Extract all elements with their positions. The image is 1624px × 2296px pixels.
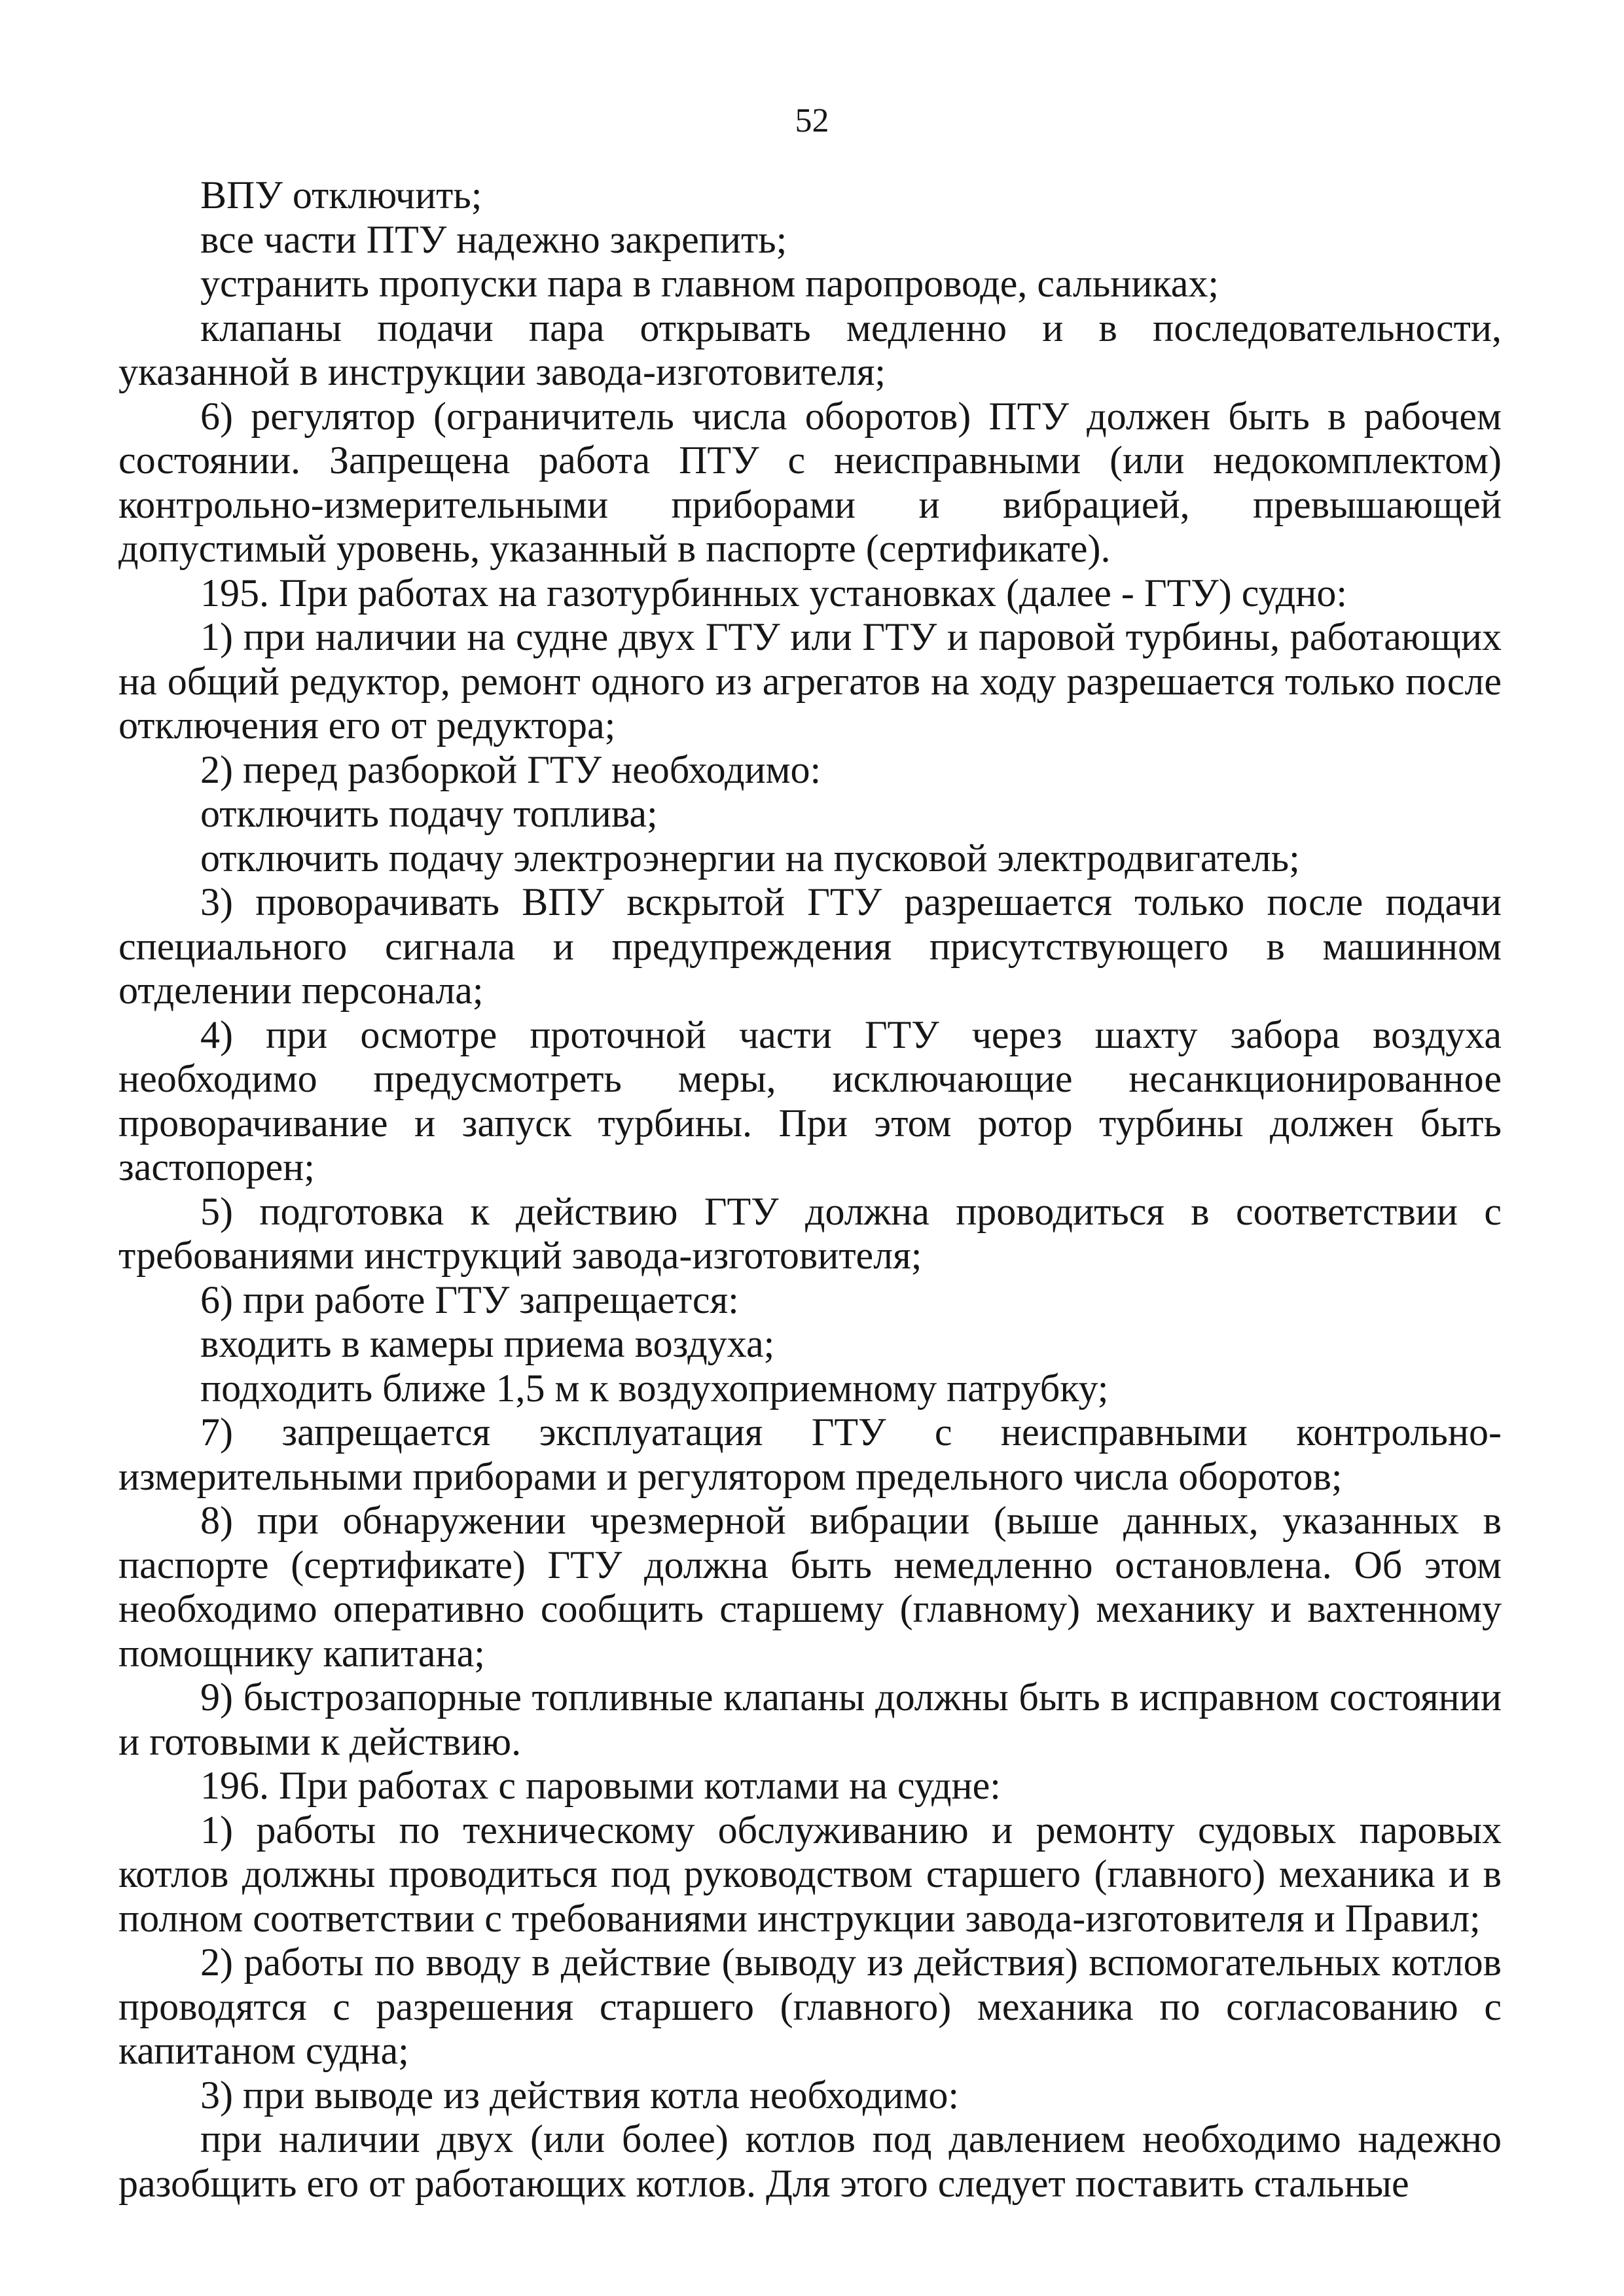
paragraph: отключить подачу электроэнергии на пусковой электродвигатель;	[200, 836, 1300, 880]
paragraph: ВПУ отключить;	[200, 173, 482, 217]
section-heading-195: 195. При работах на газотурбинных установках (далее - ГТУ) судно:	[200, 571, 1348, 615]
paragraph: 6) регулятор (ограничитель числа оборотов) ПТУ должен быть в рабочем состоянии. Запрещена работа ПТУ с неисправными (или недокомплектом) контрольно-измерительными приборами и вибрацией, превышающей допустимый уровень, указанный в паспорте (сертификате).	[118, 394, 1502, 570]
page-number: 52	[795, 102, 829, 139]
paragraph: 2) работы по вводу в действие (выводу из действия) вспомогательных котлов проводятся с разрешения старшего (главного) механика по согласованию с капитаном судна;	[118, 1941, 1502, 2072]
paragraph: подходить ближе 1,5 м к воздухоприемному патрубку;	[200, 1366, 1109, 1410]
paragraph: 6) при работе ГТУ запрещается:	[200, 1278, 739, 1321]
paragraph: 3) проворачивать ВПУ вскрытой ГТУ разрешается только после подачи специального сигнала и предупреждения присутствующего в машинном отделении персонала;	[118, 880, 1502, 1012]
paragraph: 7) запрещается эксплуатация ГТУ с неисправными контрольно-измерительными приборами и регулятором предельного числа оборотов;	[118, 1410, 1502, 1498]
paragraph: клапаны подачи пара открывать медленно и в последовательности, указанной в инструкции завода-изготовителя;	[118, 306, 1502, 393]
paragraph: входить в камеры приема воздуха;	[200, 1322, 775, 1365]
document-body	[118, 173, 1502, 2206]
paragraph: 3) при выводе из действия котла необходимо:	[200, 2073, 960, 2117]
paragraph: 4) при осмотре проточной части ГТУ через шахту забора воздуха необходимо предусмотреть меры, исключающие несанкционированное проворачивание и запуск турбины. При этом ротор турбины должен быть застопорен;	[118, 1013, 1502, 1189]
paragraph: 5) подготовка к действию ГТУ должна проводиться в соответствии с требованиями инструкций завода-изготовителя;	[118, 1189, 1502, 1277]
paragraph-last: при наличии двух (или более) котлов под давлением необходимо надежно разобщить его от работающих котлов. Для этого следует поставить стальные	[118, 2117, 1502, 2205]
paragraph: 2) перед разборкой ГТУ необходимо:	[200, 747, 821, 791]
paragraph: 9) быстрозапорные топливные клапаны должны быть в исправном состоянии и готовыми к действию.	[118, 1676, 1502, 1763]
paragraph: 1) при наличии на судне двух ГТУ или ГТУ и паровой турбины, работающих на общий редуктор, ремонт одного из агрегатов на ходу разрешается только после отключения его от редуктора;	[118, 615, 1502, 747]
paragraph: 1) работы по техническому обслуживанию и ремонту судовых паровых котлов должны проводиться под руководством старшего (главного) механика и в полном соответствии с требованиями инструкции завода-изготовителя и Правил;	[118, 1808, 1502, 1940]
paragraph: отключить подачу топлива;	[200, 792, 658, 835]
paragraph: все части ПТУ надежно закрепить;	[200, 217, 787, 261]
section-heading-196: 196. При работах с паровыми котлами на судне:	[200, 1764, 1001, 1807]
paragraph: устранить пропуски пара в главном паропроводе, сальниках;	[200, 262, 1219, 305]
paragraph: 8) при обнаружении чрезмерной вибрации (выше данных, указанных в паспорте (сертификате) ГТУ должна быть немедленно остановлена. Об этом необходимо оперативно сообщить старшему (главному) механику и вахтенному помощнику капитана;	[118, 1499, 1502, 1675]
